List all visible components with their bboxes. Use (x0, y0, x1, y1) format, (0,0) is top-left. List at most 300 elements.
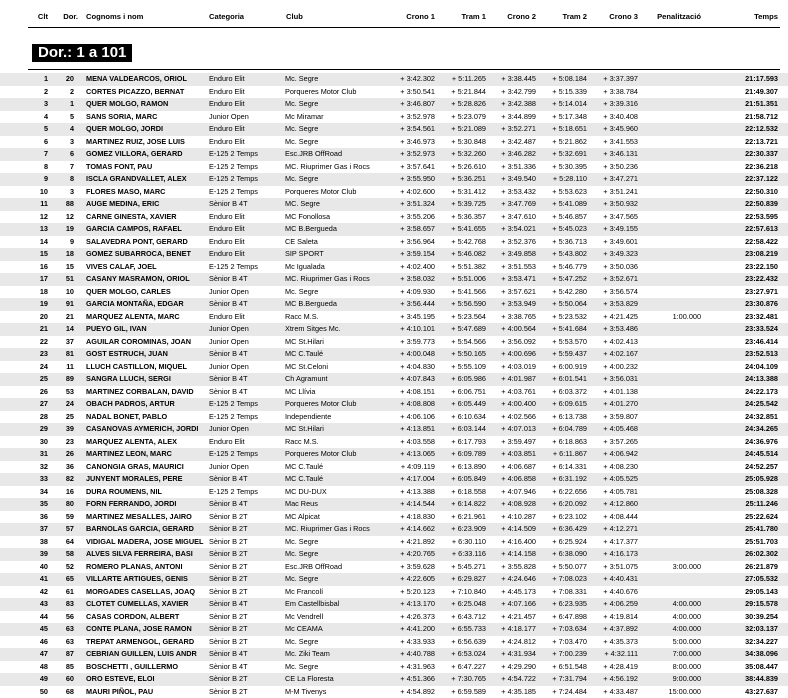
cell-club: Mc. Segre (285, 661, 381, 674)
table-row (0, 211, 788, 224)
table-row (0, 273, 788, 286)
cell-crono1: + 3:59.773 (388, 336, 435, 349)
table-row (0, 236, 788, 249)
cell-tram2: + 6:03.372 (538, 386, 587, 399)
cell-tram2: + 7:00.239 (538, 648, 587, 661)
cell-time: 25:22.624 (718, 511, 778, 524)
cell-bib: 89 (54, 373, 74, 386)
cell-crono3: + 4:21.425 (594, 311, 638, 324)
cell-crono3: + 3:52.671 (594, 273, 638, 286)
cell-crono3: + 4:33.487 (594, 686, 638, 698)
cell-tram1: + 5:42.768 (440, 236, 486, 249)
cell-club: MC St.Celoni (285, 361, 381, 374)
cell-crono3: + 4:40.676 (594, 586, 638, 599)
cell-position: 2 (28, 86, 48, 99)
cell-category: Sènior B 2T (209, 536, 285, 549)
cell-name: CLOTET CUMELLAS, XAVIER (86, 598, 208, 611)
cell-time: 24:04.109 (718, 361, 778, 374)
cell-time: 24:52.257 (718, 461, 778, 474)
cell-club: MC. Riuprimer Gas i Rocs (285, 523, 381, 536)
table-row (0, 573, 788, 586)
cell-time: 23:08.219 (718, 248, 778, 261)
table-row (0, 361, 788, 374)
table-row (0, 523, 788, 536)
cell-crono2: + 4:10.287 (489, 511, 536, 524)
cell-crono1: + 4:00.048 (388, 348, 435, 361)
cell-tram2: + 6:23.102 (538, 511, 587, 524)
cell-penalty: 1:00.000 (648, 311, 701, 324)
cell-bib: 24 (54, 398, 74, 411)
cell-tram2: + 6:20.092 (538, 498, 587, 511)
cell-position: 36 (28, 511, 48, 524)
cell-bib: 82 (54, 473, 74, 486)
header-name: Cognoms i nom (86, 12, 143, 21)
cell-crono2: + 3:49.858 (489, 248, 536, 261)
cell-tram2: + 5:46.779 (538, 261, 587, 274)
cell-crono3: + 4:56.192 (594, 673, 638, 686)
cell-crono2: + 4:03.019 (489, 361, 536, 374)
cell-crono3: + 3:49.155 (594, 223, 638, 236)
cell-time: 25:41.780 (718, 523, 778, 536)
cell-club: Esc.JRB OffRoad (285, 148, 381, 161)
table-row (0, 123, 788, 136)
cell-category: Junior Open (209, 423, 285, 436)
cell-bib: 16 (54, 486, 74, 499)
cell-crono3: + 3:41.553 (594, 136, 638, 149)
cell-tram1: + 5:30.848 (440, 136, 486, 149)
cell-crono1: + 3:55.950 (388, 173, 435, 186)
cell-crono2: + 4:07.166 (489, 598, 536, 611)
cell-name: MORGADES CASELLAS, JOAQ (86, 586, 208, 599)
cell-penalty: 5:00.000 (648, 636, 701, 649)
cell-category: Sènior B 2T (209, 623, 285, 636)
cell-position: 27 (28, 398, 48, 411)
cell-crono2: + 3:55.828 (489, 561, 536, 574)
cell-bib: 81 (54, 348, 74, 361)
group-divider (28, 69, 780, 70)
cell-category: Sènior B 4T (209, 648, 285, 661)
cell-time: 21:51.351 (718, 98, 778, 111)
cell-position: 32 (28, 461, 48, 474)
cell-category: Enduro Elit (209, 211, 285, 224)
cell-crono1: + 3:52.978 (388, 111, 435, 124)
cell-crono2: + 3:47.610 (489, 211, 536, 224)
cell-crono2: + 3:59.497 (489, 436, 536, 449)
cell-position: 30 (28, 436, 48, 449)
cell-tram1: + 6:21.961 (440, 511, 486, 524)
cell-bib: 36 (54, 461, 74, 474)
cell-bib: 68 (54, 686, 74, 698)
cell-club: Porqueres Motor Club (285, 398, 381, 411)
cell-bib: 64 (54, 536, 74, 549)
table-row (0, 661, 788, 674)
cell-time: 22:30.337 (718, 148, 778, 161)
cell-crono1: + 3:54.561 (388, 123, 435, 136)
cell-bib: 12 (54, 211, 74, 224)
table-row (0, 586, 788, 599)
cell-club: Porqueres Motor Club (285, 186, 381, 199)
cell-crono1: + 4:33.933 (388, 636, 435, 649)
table-row (0, 348, 788, 361)
cell-club: CE Saleta (285, 236, 381, 249)
cell-bib: 53 (54, 386, 74, 399)
cell-name: SALAVEDRA PONT, GERARD (86, 236, 208, 249)
cell-name: LLUCH CASTILLON, MIQUEL (86, 361, 208, 374)
cell-category: Sènior B 4T (209, 273, 285, 286)
cell-crono1: + 3:42.302 (388, 73, 435, 86)
cell-crono3: + 3:50.932 (594, 198, 638, 211)
table-row (0, 286, 788, 299)
cell-tram2: + 5:36.713 (538, 236, 587, 249)
cell-time: 22:57.613 (718, 223, 778, 236)
cell-club: Mac Reus (285, 498, 381, 511)
cell-category: E-125 2 Temps (209, 411, 285, 424)
cell-category: Enduro Elit (209, 248, 285, 261)
cell-category: Sènior B 4T (209, 198, 285, 211)
cell-crono1: + 4:18.830 (388, 511, 435, 524)
cell-crono2: + 3:38.445 (489, 73, 536, 86)
cell-crono1: + 3:51.324 (388, 198, 435, 211)
cell-crono1: + 3:58.657 (388, 223, 435, 236)
cell-crono1: + 4:14.662 (388, 523, 435, 536)
cell-name: QUER MOLGO, CARLES (86, 286, 208, 299)
cell-position: 13 (28, 223, 48, 236)
cell-crono2: + 4:00.564 (489, 323, 536, 336)
cell-bib: 8 (54, 173, 74, 186)
cell-crono1: + 4:26.373 (388, 611, 435, 624)
cell-crono1: + 4:21.892 (388, 536, 435, 549)
cell-penalty: 4:00.000 (648, 598, 701, 611)
header-club: Club (286, 12, 303, 21)
cell-tram1: + 6:05.449 (440, 398, 486, 411)
cell-position: 20 (28, 311, 48, 324)
cell-name: CASANY MASRAMON, ORIOL (86, 273, 208, 286)
cell-penalty: 15:00.000 (648, 686, 701, 698)
cell-category: Sènior B 4T (209, 386, 285, 399)
cell-time: 30:39.254 (718, 611, 778, 624)
table-row (0, 311, 788, 324)
cell-crono2: + 4:07.013 (489, 423, 536, 436)
cell-bib: 20 (54, 73, 74, 86)
cell-tram2: + 7:31.794 (538, 673, 587, 686)
cell-crono1: + 4:14.544 (388, 498, 435, 511)
cell-crono1: + 4:08.808 (388, 398, 435, 411)
cell-category: Sènior B 2T (209, 511, 285, 524)
cell-club: MC C.Taulé (285, 348, 381, 361)
cell-tram1: + 6:17.793 (440, 436, 486, 449)
cell-crono3: + 4:06.942 (594, 448, 638, 461)
cell-crono2: + 4:54.722 (489, 673, 536, 686)
cell-position: 28 (28, 411, 48, 424)
cell-tram2: + 5:30.395 (538, 161, 587, 174)
table-row (0, 111, 788, 124)
table-row (0, 173, 788, 186)
table-row (0, 186, 788, 199)
header-crono2: Crono 2 (489, 12, 536, 21)
cell-position: 1 (28, 73, 48, 86)
cell-time: 24:13.388 (718, 373, 778, 386)
cell-club: MC St.Hilari (285, 336, 381, 349)
cell-position: 43 (28, 598, 48, 611)
cell-time: 22:13.721 (718, 136, 778, 149)
cell-tram1: + 5:36.357 (440, 211, 486, 224)
cell-name: MENA VALDEARCOS, ORIOL (86, 73, 208, 86)
cell-tram2: + 5:32.691 (538, 148, 587, 161)
cell-tram2: + 5:21.862 (538, 136, 587, 149)
cell-position: 5 (28, 123, 48, 136)
cell-bib: 61 (54, 586, 74, 599)
cell-position: 38 (28, 536, 48, 549)
cell-bib: 83 (54, 598, 74, 611)
table-row (0, 473, 788, 486)
cell-tram2: + 7:03.470 (538, 636, 587, 649)
cell-position: 12 (28, 211, 48, 224)
cell-position: 41 (28, 573, 48, 586)
table-row (0, 461, 788, 474)
cell-tram2: + 6:00.919 (538, 361, 587, 374)
cell-name: CONTE PLANA, JOSE RAMON (86, 623, 208, 636)
table-row (0, 373, 788, 386)
table-row (0, 536, 788, 549)
header-bib: Dor. (54, 12, 78, 21)
cell-tram1: + 5:28.826 (440, 98, 486, 111)
cell-position: 19 (28, 298, 48, 311)
cell-crono3: + 3:50.236 (594, 161, 638, 174)
cell-crono1: + 4:02.400 (388, 261, 435, 274)
cell-crono1: + 4:08.151 (388, 386, 435, 399)
cell-crono3: + 4:05.525 (594, 473, 638, 486)
cell-bib: 65 (54, 573, 74, 586)
cell-bib: 5 (54, 111, 74, 124)
cell-category: Junior Open (209, 361, 285, 374)
cell-category: Sènior B 4T (209, 661, 285, 674)
cell-club: Ch Agramunt (285, 373, 381, 386)
cell-bib: 52 (54, 561, 74, 574)
cell-crono3: + 3:57.265 (594, 436, 638, 449)
cell-name: MAURI PIÑOL, PAU (86, 686, 208, 698)
cell-tram1: + 5:51.382 (440, 261, 486, 274)
cell-tram1: + 6:25.048 (440, 598, 486, 611)
cell-tram1: + 5:31.412 (440, 186, 486, 199)
cell-bib: 56 (54, 611, 74, 624)
cell-crono3: + 3:53.486 (594, 323, 638, 336)
cell-crono3: + 3:47.271 (594, 173, 638, 186)
cell-crono1: + 3:46.973 (388, 136, 435, 149)
cell-category: E-125 2 Temps (209, 448, 285, 461)
cell-position: 17 (28, 273, 48, 286)
cell-crono1: + 3:59.154 (388, 248, 435, 261)
cell-crono1: + 4:20.765 (388, 548, 435, 561)
cell-tram1: + 5:46.082 (440, 248, 486, 261)
header-crono1: Crono 1 (388, 12, 435, 21)
cell-penalty: 7:00.000 (648, 648, 701, 661)
cell-position: 6 (28, 136, 48, 149)
cell-crono3: + 4:06.259 (594, 598, 638, 611)
cell-tram1: + 5:21.844 (440, 86, 486, 99)
cell-club: MC Fonollosa (285, 211, 381, 224)
cell-crono3: + 3:51.075 (594, 561, 638, 574)
table-row (0, 323, 788, 336)
table-row (0, 298, 788, 311)
header-category: Categoria (209, 12, 244, 21)
cell-tram1: + 6:43.712 (440, 611, 486, 624)
cell-club: Mc CEAMA (285, 623, 381, 636)
cell-tram2: + 5:17.348 (538, 111, 587, 124)
cell-tram1: + 5:39.725 (440, 198, 486, 211)
cell-crono2: + 4:16.400 (489, 536, 536, 549)
cell-crono3: + 3:53.829 (594, 298, 638, 311)
cell-tram2: + 6:18.863 (538, 436, 587, 449)
cell-tram1: + 6:30.110 (440, 536, 486, 549)
cell-name: TOMAS FONT, PAU (86, 161, 208, 174)
cell-tram1: + 5:26.610 (440, 161, 486, 174)
cell-tram2: + 7:08.023 (538, 573, 587, 586)
cell-tram2: + 6:25.924 (538, 536, 587, 549)
cell-crono2: + 4:21.457 (489, 611, 536, 624)
cell-club: Porqueres Motor Club (285, 86, 381, 99)
cell-time: 25:05.928 (718, 473, 778, 486)
cell-club: Independiente (285, 411, 381, 424)
cell-club: Mc. Segre (285, 173, 381, 186)
cell-category: Junior Open (209, 111, 285, 124)
cell-tram2: + 6:13.738 (538, 411, 587, 424)
cell-bib: 63 (54, 623, 74, 636)
cell-club: MC Llívia (285, 386, 381, 399)
cell-time: 21:17.593 (718, 73, 778, 86)
cell-name: PUEYO GIL, IVAN (86, 323, 208, 336)
cell-crono1: + 4:41.200 (388, 623, 435, 636)
cell-penalty: 4:00.000 (648, 623, 701, 636)
cell-category: Enduro Elit (209, 236, 285, 249)
cell-category: Sènior B 4T (209, 348, 285, 361)
cell-club: Mc Miramar (285, 111, 381, 124)
cell-crono1: + 4:09.119 (388, 461, 435, 474)
cell-crono3: + 3:50.036 (594, 261, 638, 274)
cell-time: 23:32.481 (718, 311, 778, 324)
cell-crono2: + 3:53.949 (489, 298, 536, 311)
cell-category: Junior Open (209, 286, 285, 299)
cell-position: 45 (28, 623, 48, 636)
cell-tram1: + 6:55.733 (440, 623, 486, 636)
cell-position: 44 (28, 611, 48, 624)
cell-time: 43:27.637 (718, 686, 778, 698)
cell-crono3: + 4:08.230 (594, 461, 638, 474)
cell-crono2: + 4:18.177 (489, 623, 536, 636)
cell-club: Mc. Segre (285, 136, 381, 149)
cell-name: MARTINEZ RUIZ, JOSE LUIS (86, 136, 208, 149)
cell-club: Mc. Ziki Team (285, 648, 381, 661)
cell-name: SANS SORIA, MARC (86, 111, 208, 124)
cell-time: 32:03.137 (718, 623, 778, 636)
table-row (0, 86, 788, 99)
cell-position: 22 (28, 336, 48, 349)
cell-tram2: + 6:01.541 (538, 373, 587, 386)
cell-name: MARTINEZ MESALLES, JAIRO (86, 511, 208, 524)
cell-position: 29 (28, 423, 48, 436)
cell-tram2: + 5:41.089 (538, 198, 587, 211)
cell-crono2: + 3:53.432 (489, 186, 536, 199)
cell-time: 24:34.265 (718, 423, 778, 436)
cell-crono3: + 4:01.138 (594, 386, 638, 399)
cell-name: OBACH PADROS, ARTUR (86, 398, 208, 411)
cell-bib: 10 (54, 286, 74, 299)
cell-tram1: + 6:13.890 (440, 461, 486, 474)
cell-club: Xtrem Sitges Mc. (285, 323, 381, 336)
cell-position: 42 (28, 586, 48, 599)
cell-crono3: + 3:46.131 (594, 148, 638, 161)
cell-crono2: + 3:54.021 (489, 223, 536, 236)
cell-name: BOSCHETTI , GUILLERMO (86, 661, 208, 674)
cell-bib: 57 (54, 523, 74, 536)
cell-club: MC Alpicat (285, 511, 381, 524)
table-row (0, 548, 788, 561)
cell-club: Mc. Segre (285, 548, 381, 561)
cell-time: 23:22.150 (718, 261, 778, 274)
cell-crono3: + 4:02.413 (594, 336, 638, 349)
cell-club: Mc Francolí (285, 586, 381, 599)
cell-crono1: + 4:04.830 (388, 361, 435, 374)
cell-name: ISCLA GRANDVALLET, ALEX (86, 173, 208, 186)
table-row (0, 598, 788, 611)
cell-tram2: + 5:47.252 (538, 273, 587, 286)
cell-crono3: + 4:37.892 (594, 623, 638, 636)
cell-time: 22:37.122 (718, 173, 778, 186)
cell-name: ALVES SILVA FERREIRA, BASI (86, 548, 208, 561)
cell-crono2: + 3:42.487 (489, 136, 536, 149)
cell-name: CASANOVAS AYMERICH, JORDI (86, 423, 208, 436)
cell-category: E-125 2 Temps (209, 148, 285, 161)
cell-bib: 4 (54, 123, 74, 136)
cell-tram1: + 6:18.558 (440, 486, 486, 499)
cell-tram2: + 5:59.437 (538, 348, 587, 361)
cell-time: 29:05.143 (718, 586, 778, 599)
cell-name: QUER MOLGO, RAMON (86, 98, 208, 111)
cell-position: 34 (28, 486, 48, 499)
cell-club: Porqueres Motor Club (285, 448, 381, 461)
header-divider (28, 27, 780, 28)
cell-time: 35:08.447 (718, 661, 778, 674)
cell-time: 27:05.532 (718, 573, 778, 586)
cell-club: SIP SPORT (285, 248, 381, 261)
cell-name: GARCIA CAMPOS, RAFAEL (86, 223, 208, 236)
cell-tram2: + 6:38.090 (538, 548, 587, 561)
cell-category: Sènior B 2T (209, 636, 285, 649)
cell-time: 23:52.513 (718, 348, 778, 361)
cell-category: Enduro Elit (209, 136, 285, 149)
cell-tram1: + 5:23.079 (440, 111, 486, 124)
table-row (0, 161, 788, 174)
cell-category: E-125 2 Temps (209, 261, 285, 274)
cell-category: E-125 2 Temps (209, 186, 285, 199)
cell-category: Enduro Elit (209, 86, 285, 99)
cell-tram2: + 5:41.684 (538, 323, 587, 336)
cell-time: 32:34.227 (718, 636, 778, 649)
cell-tram2: + 6:14.331 (538, 461, 587, 474)
table-row (0, 686, 788, 698)
cell-category: Enduro Elit (209, 436, 285, 449)
cell-position: 9 (28, 173, 48, 186)
cell-category: Junior Open (209, 336, 285, 349)
cell-bib: 58 (54, 548, 74, 561)
cell-crono3: + 4:35.373 (594, 636, 638, 649)
cell-bib: 3 (54, 186, 74, 199)
cell-name: MARTINEZ LEON, MARC (86, 448, 208, 461)
cell-bib: 18 (54, 248, 74, 261)
cell-club: MC B.Bergueda (285, 223, 381, 236)
cell-bib: 63 (54, 636, 74, 649)
cell-bib: 23 (54, 436, 74, 449)
cell-position: 14 (28, 236, 48, 249)
